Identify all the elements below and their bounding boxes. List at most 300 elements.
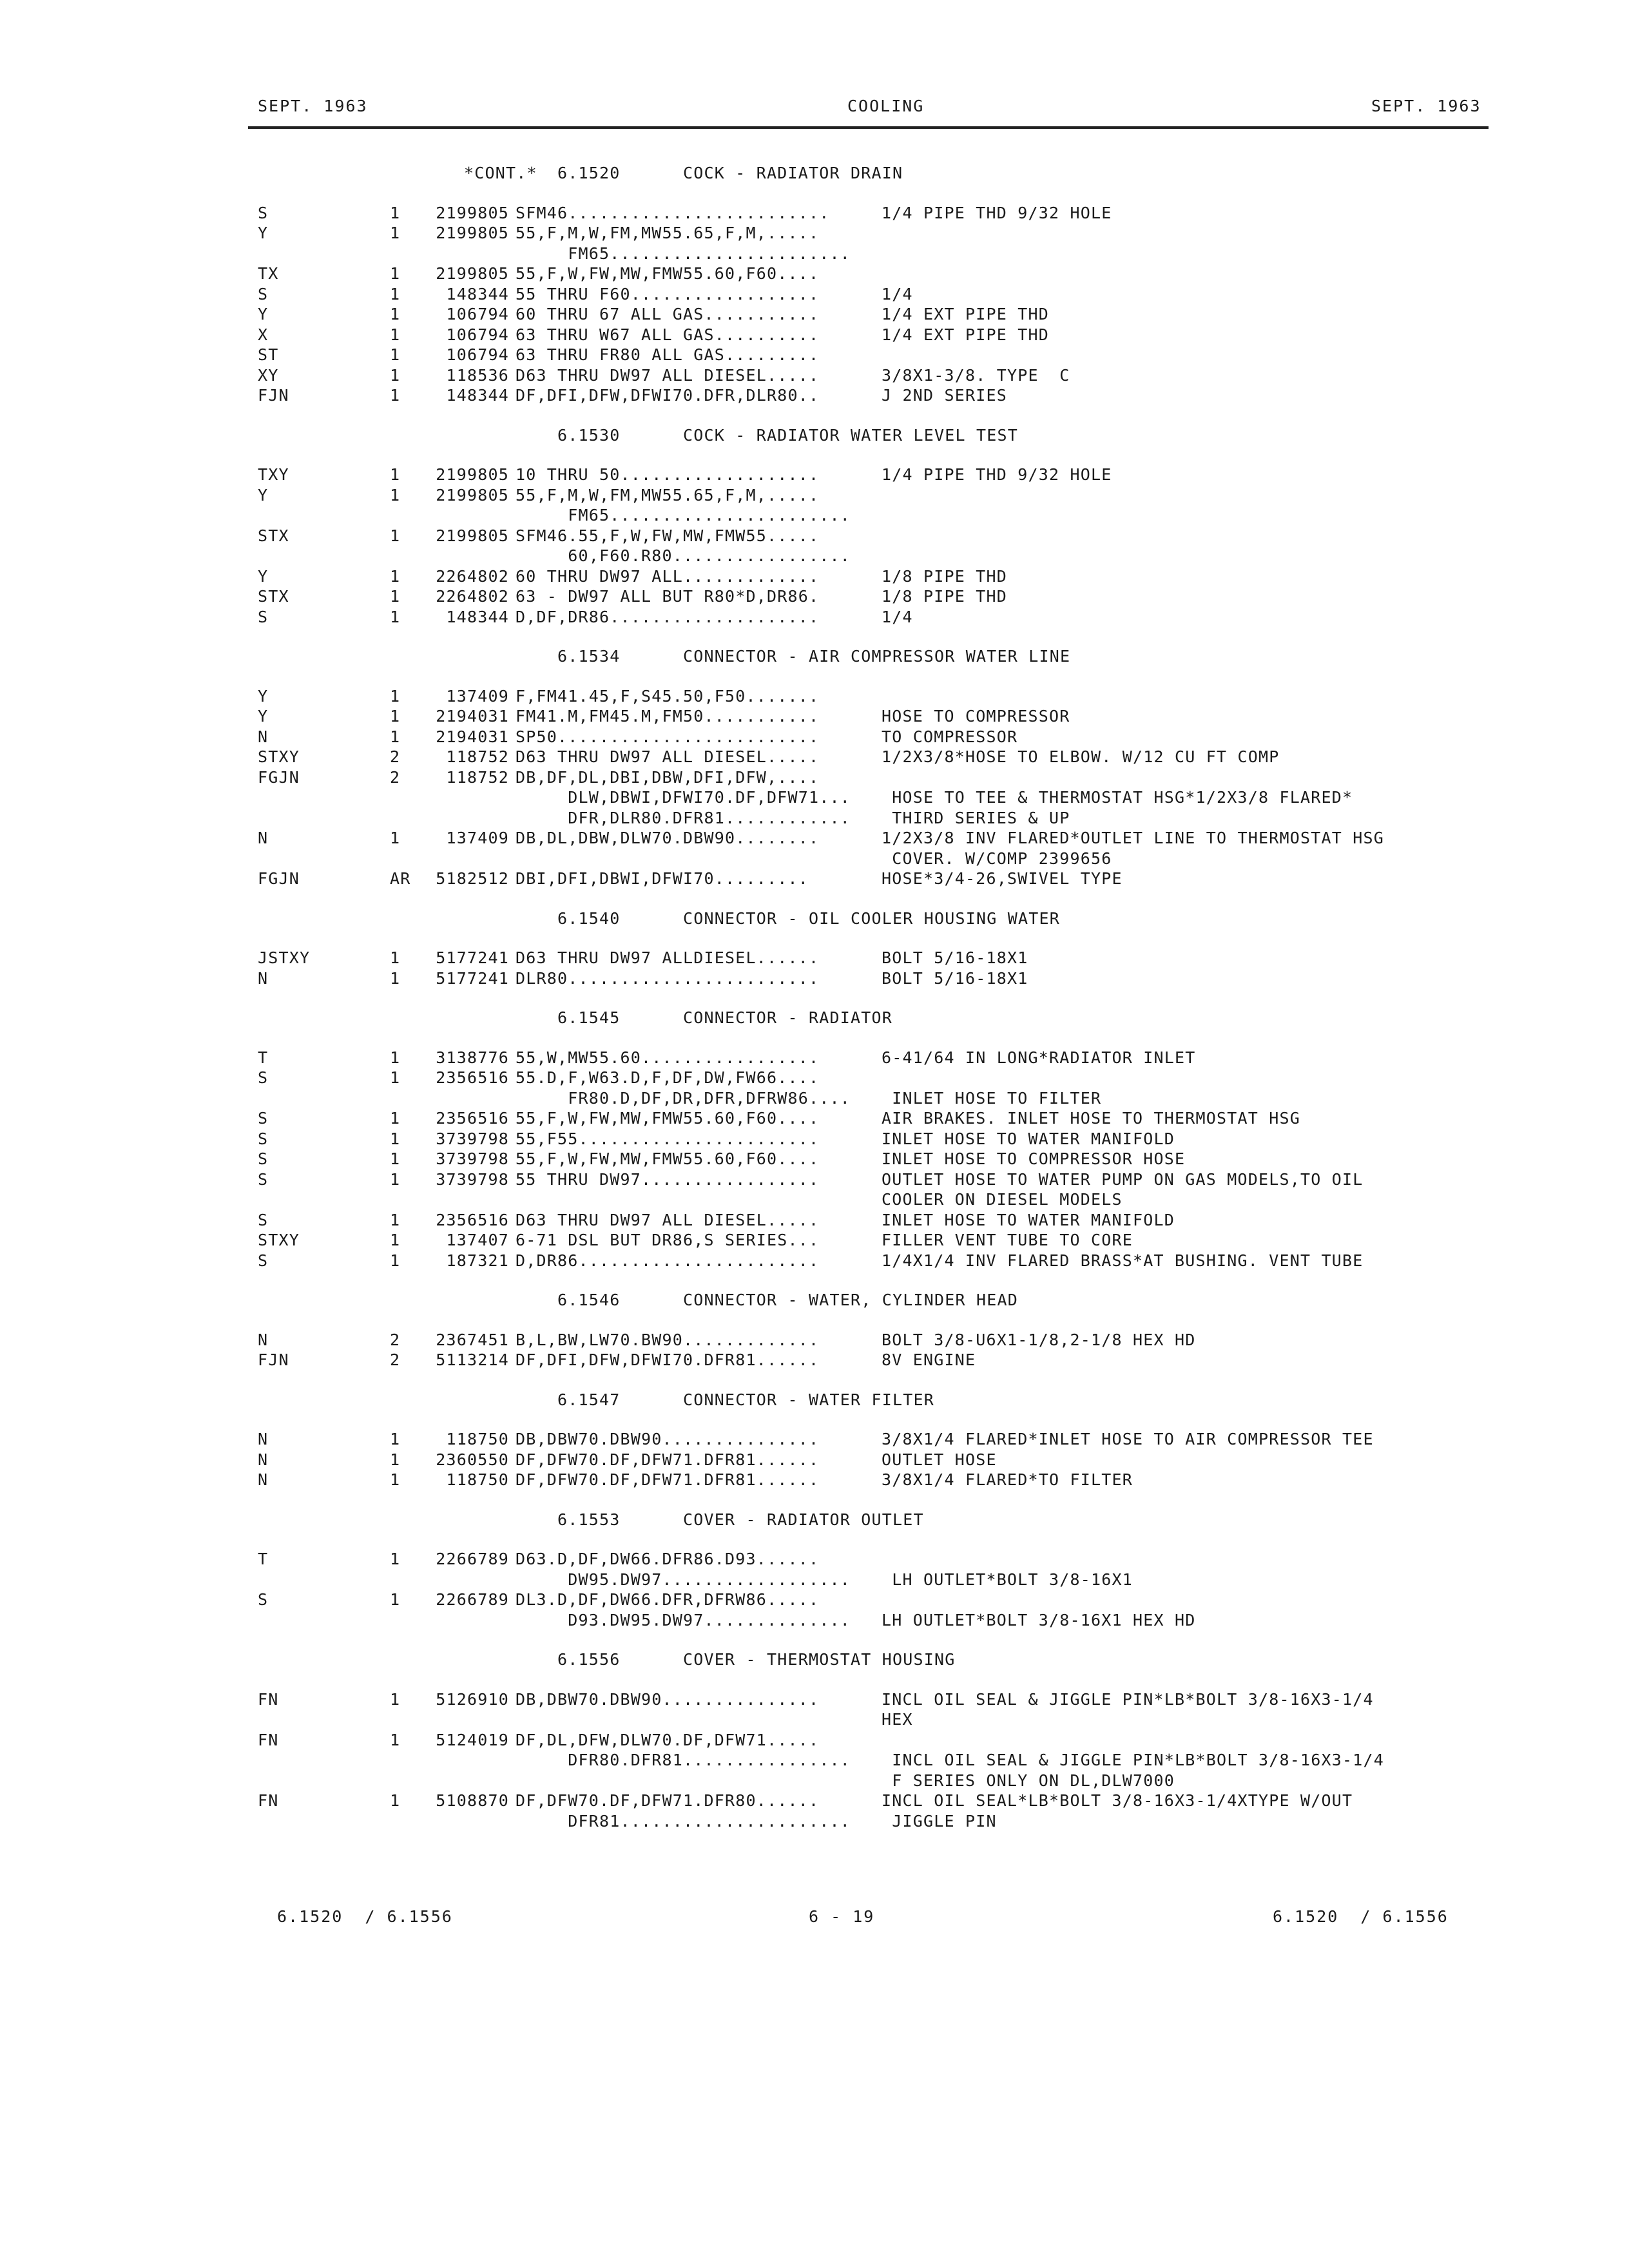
quantity: 1 (390, 968, 401, 988)
usage-description: D93.DW95.DW97.............. (516, 1610, 851, 1629)
section-heading (0, 647, 1629, 668)
model-codes: FN (258, 1730, 279, 1749)
section-title: CONNECTOR - WATER, CYLINDER HEAD (683, 1291, 1019, 1309)
section-number: 6.1545 (557, 1008, 621, 1027)
quantity: 1 (390, 829, 401, 847)
remarks: INCL OIL SEAL*LB*BOLT 3/8-16X3-1/4XTYPE W/OUT (882, 1791, 1353, 1810)
parts-row (0, 809, 1629, 829)
quantity: 1 (390, 1129, 401, 1148)
section-heading (0, 909, 1629, 930)
quantity: AR (390, 869, 411, 888)
model-codes: S (258, 203, 269, 222)
parts-row (0, 1470, 1629, 1491)
parts-row (0, 1812, 1629, 1832)
part-number: 2367451 (436, 1330, 509, 1349)
footer-page-number: 6 - 19 (809, 1907, 875, 1926)
parts-row (0, 386, 1629, 407)
part-number: 137409 (446, 686, 509, 706)
usage-description: D63 THRU DW97 ALL DIESEL..... (516, 1210, 820, 1229)
model-codes: Y (258, 686, 269, 706)
spacer (0, 628, 1629, 647)
model-codes: STX (258, 526, 289, 545)
usage-description: D,DR86....................... (516, 1251, 820, 1270)
usage-description: 55 THRU DW97................. (516, 1169, 820, 1189)
part-number: 148344 (446, 284, 509, 303)
section-title: COCK - RADIATOR WATER LEVEL TEST (683, 425, 1019, 445)
part-number: 3138776 (436, 1048, 509, 1067)
part-number: 148344 (446, 607, 509, 626)
usage-description: DF,DFI,DFW,DFWI70.DFR,DLR80.. (516, 386, 820, 405)
header-date-right: SEPT. 1963 (1371, 97, 1481, 115)
part-number: 2199805 (436, 224, 509, 242)
section-number: 6.1534 (557, 647, 621, 666)
spacer (0, 446, 1629, 465)
section-number: 6.1530 (557, 425, 621, 445)
header-date-left: SEPT. 1963 (258, 97, 368, 115)
parts-row (0, 747, 1629, 768)
model-codes: ST (258, 345, 279, 364)
part-number: 148344 (446, 386, 509, 405)
parts-row (0, 1611, 1629, 1631)
quantity: 1 (390, 1149, 401, 1168)
remarks: 1/4 (882, 284, 913, 303)
quantity: 1 (390, 1689, 401, 1709)
model-codes: N (258, 1470, 269, 1489)
part-number: 106794 (446, 345, 509, 364)
model-codes: T (258, 1048, 269, 1067)
model-codes: JSTXY (258, 948, 311, 967)
section-title: COVER - RADIATOR OUTLET (683, 1510, 924, 1529)
parts-row (0, 1751, 1629, 1771)
model-codes: N (258, 1330, 269, 1349)
remarks: INCL OIL SEAL & JIGGLE PIN*LB*BOLT 3/8-16X3-1/4 (882, 1751, 1385, 1769)
quantity: 1 (390, 1210, 401, 1229)
parts-row (0, 285, 1629, 305)
spacer (0, 1410, 1629, 1430)
usage-description: SP50......................... (516, 727, 820, 746)
usage-description: 55,F,W,FW,MW,FMW55.60,F60.... (516, 1149, 820, 1168)
part-number: 187321 (446, 1251, 509, 1270)
usage-description: DL3.D,DF,DW66.DFR,DFRW86..... (516, 1590, 820, 1609)
part-number: 118536 (446, 365, 509, 385)
remarks: INLET HOSE TO FILTER (882, 1088, 1102, 1108)
section-number: 6.1540 (557, 908, 621, 928)
quantity: 1 (390, 1470, 401, 1489)
quantity: 1 (390, 224, 401, 242)
model-codes: T (258, 1550, 269, 1568)
quantity: 1 (390, 1169, 401, 1189)
model-codes: S (258, 1590, 269, 1609)
model-codes: FGJN (258, 767, 300, 787)
parts-row (0, 465, 1629, 486)
usage-description: 55,F,W,FW,MW,FMW55.60,F60.... (516, 264, 820, 283)
remarks: HOSE*3/4-26,SWIVEL TYPE (882, 869, 1123, 888)
model-codes: STXY (258, 747, 300, 766)
quantity: 2 (390, 1350, 401, 1369)
parts-row (0, 849, 1629, 870)
spacer (0, 929, 1629, 948)
footer-range-left: 6.1520 / 6.1556 (277, 1907, 453, 1926)
usage-description: 63 THRU FR80 ALL GAS......... (516, 345, 820, 364)
spacer (0, 668, 1629, 687)
part-number: 2199805 (436, 526, 509, 545)
remarks: 1/8 PIPE THD (882, 566, 1008, 586)
part-number: 118752 (446, 747, 509, 766)
parts-row (0, 1190, 1629, 1211)
model-codes: FGJN (258, 869, 300, 888)
section-cont-marker: *CONT.* (464, 164, 537, 182)
part-number: 2199805 (436, 485, 509, 505)
parts-row (0, 587, 1629, 608)
part-number: 2199805 (436, 465, 509, 484)
remarks: BOLT 5/16-18X1 (882, 948, 1028, 967)
remarks: 3/8X1/4 FLARED*INLET HOSE TO AIR COMPRESSOR TEE (882, 1430, 1374, 1448)
remarks: HOSE TO TEE & THERMOSTAT HSG*1/2X3/8 FLARED* (882, 788, 1353, 807)
model-codes: S (258, 1068, 269, 1087)
spacer (0, 1530, 1629, 1550)
part-number: 2264802 (436, 587, 509, 606)
section-heading (0, 164, 1629, 184)
quantity: 1 (390, 284, 401, 303)
quantity: 1 (390, 325, 401, 344)
parts-row (0, 1068, 1629, 1089)
usage-description: D63 THRU DW97 ALLDIESEL...... (516, 948, 820, 967)
quantity: 1 (390, 1231, 401, 1249)
quantity: 1 (390, 1048, 401, 1067)
part-number: 137407 (446, 1231, 509, 1249)
usage-description: 63 - DW97 ALL BUT R80*D,DR86. (516, 587, 820, 606)
model-codes: N (258, 1450, 269, 1469)
spacer (0, 1311, 1629, 1331)
quantity: 1 (390, 948, 401, 967)
quantity: 1 (390, 345, 401, 364)
part-number: 3739798 (436, 1149, 509, 1168)
spacer (0, 1371, 1629, 1390)
part-number: 5126910 (436, 1689, 509, 1709)
remarks: INLET HOSE TO WATER MANIFOLD (882, 1129, 1175, 1148)
parts-row (0, 1129, 1629, 1150)
usage-description: DBI,DFI,DBWI,DFWI70......... (516, 869, 809, 888)
quantity: 1 (390, 1730, 401, 1749)
spacer (0, 1832, 1629, 1851)
quantity: 2 (390, 1330, 401, 1349)
usage-description: DLR80........................ (516, 968, 820, 988)
parts-row (0, 1350, 1629, 1371)
spacer (0, 1029, 1629, 1048)
quantity: 1 (390, 727, 401, 746)
quantity: 1 (390, 587, 401, 606)
remarks: BOLT 3/8-U6X1-1/8,2-1/8 HEX HD (882, 1330, 1196, 1349)
usage-description: 55,F,W,FW,MW,FMW55.60,F60.... (516, 1109, 820, 1128)
parts-row (0, 264, 1629, 285)
parts-row (0, 567, 1629, 588)
parts-row (0, 325, 1629, 346)
model-codes: FJN (258, 386, 289, 405)
quantity: 1 (390, 1068, 401, 1087)
parts-row (0, 1430, 1629, 1450)
part-number: 3739798 (436, 1129, 509, 1148)
part-number: 118750 (446, 1470, 509, 1489)
parts-row (0, 969, 1629, 990)
part-number: 3739798 (436, 1169, 509, 1189)
parts-row (0, 1731, 1629, 1751)
section-number: 6.1547 (557, 1390, 621, 1409)
parts-row (0, 526, 1629, 547)
remarks: 1/4 EXT PIPE THD (882, 305, 1050, 323)
model-codes: Y (258, 566, 269, 586)
spacer (0, 407, 1629, 426)
usage-description: DB,DBW70.DBW90............... (516, 1689, 820, 1709)
usage-description: 63 THRU W67 ALL GAS.......... (516, 325, 820, 344)
parts-listing (0, 164, 1629, 1851)
remarks: 1/4 (882, 607, 913, 626)
usage-description: 55,F55....................... (516, 1129, 820, 1148)
parts-row (0, 788, 1629, 809)
quantity: 1 (390, 485, 401, 505)
model-codes: S (258, 1251, 269, 1270)
remarks: OUTLET HOSE (882, 1450, 997, 1469)
model-codes: XY (258, 365, 279, 385)
part-number: 5177241 (436, 968, 509, 988)
remarks: J 2ND SERIES (882, 386, 1008, 405)
spacer (0, 184, 1629, 204)
model-codes: TX (258, 264, 279, 283)
header-rule (248, 126, 1489, 129)
part-number: 2266789 (436, 1550, 509, 1568)
usage-description: DLW,DBWI,DFWI70.DF,DFW71... (516, 788, 851, 807)
quantity: 1 (390, 1590, 401, 1609)
model-codes: S (258, 1109, 269, 1128)
parts-row (0, 869, 1629, 890)
quantity: 1 (390, 1450, 401, 1469)
section-heading (0, 1390, 1629, 1411)
remarks: 1/4 PIPE THD 9/32 HOLE (882, 465, 1112, 484)
part-number: 2194031 (436, 727, 509, 746)
section-title: CONNECTOR - RADIATOR (683, 1008, 893, 1027)
usage-description: 55,W,MW55.60................. (516, 1048, 820, 1067)
quantity: 1 (390, 707, 401, 726)
header-title: COOLING (847, 97, 925, 115)
parts-row (0, 727, 1629, 748)
parts-row (0, 546, 1629, 567)
spacer (0, 1271, 1629, 1291)
parts-row (0, 1771, 1629, 1792)
model-codes: N (258, 968, 269, 988)
section-heading (0, 1291, 1629, 1311)
parts-row (0, 1170, 1629, 1191)
quantity: 1 (390, 1251, 401, 1270)
usage-description: SFM46......................... (516, 203, 830, 222)
part-number: 118752 (446, 767, 509, 787)
section-heading (0, 1008, 1629, 1029)
parts-row (0, 768, 1629, 789)
usage-description: F,FM41.45,F,S45.50,F50....... (516, 686, 820, 706)
usage-description: DB,DBW70.DBW90............... (516, 1430, 820, 1448)
remarks: 1/2X3/8*HOSE TO ELBOW. W/12 CU FT COMP (882, 747, 1280, 766)
usage-description: DFR81...................... (516, 1811, 851, 1831)
part-number: 106794 (446, 305, 509, 323)
model-codes: N (258, 727, 269, 746)
remarks: F SERIES ONLY ON DL,DLW7000 (882, 1771, 1175, 1790)
remarks: 8V ENGINE (882, 1350, 976, 1369)
remarks: TO COMPRESSOR (882, 727, 1018, 746)
usage-description: DF,DL,DFW,DLW70.DF,DFW71..... (516, 1730, 820, 1749)
remarks: LH OUTLET*BOLT 3/8-16X1 (882, 1570, 1133, 1589)
part-number: 2266789 (436, 1590, 509, 1609)
parts-row (0, 1251, 1629, 1272)
quantity: 1 (390, 1430, 401, 1448)
usage-description: 6-71 DSL BUT DR86,S SERIES... (516, 1231, 820, 1249)
usage-description: 55.D,F,W63.D,F,DF,DW,FW66.... (516, 1068, 820, 1087)
parts-row (0, 608, 1629, 628)
parts-row (0, 1089, 1629, 1110)
parts-row (0, 1690, 1629, 1711)
parts-row (0, 204, 1629, 224)
parts-row (0, 244, 1629, 265)
section-number: 6.1553 (557, 1510, 621, 1529)
model-codes: N (258, 829, 269, 847)
model-codes: FN (258, 1689, 279, 1709)
part-number: 2360550 (436, 1450, 509, 1469)
part-number: 2199805 (436, 264, 509, 283)
usage-description: DB,DL,DBW,DLW70.DBW90........ (516, 829, 820, 847)
section-number: 6.1546 (557, 1291, 621, 1309)
model-codes: FN (258, 1791, 279, 1810)
parts-row (0, 366, 1629, 387)
part-number: 2199805 (436, 203, 509, 222)
section-heading (0, 1650, 1629, 1671)
usage-description: 60 THRU 67 ALL GAS........... (516, 305, 820, 323)
usage-description: DF,DFI,DFW,DFWI70.DFR81...... (516, 1350, 820, 1369)
spacer (0, 890, 1629, 909)
usage-description: FM41.M,FM45.M,FM50........... (516, 707, 820, 726)
model-codes: S (258, 1210, 269, 1229)
usage-description: D63 THRU DW97 ALL DIESEL..... (516, 747, 820, 766)
model-codes: S (258, 1169, 269, 1189)
quantity: 1 (390, 566, 401, 586)
usage-description: D63 THRU DW97 ALL DIESEL..... (516, 365, 820, 385)
part-number: 5113214 (436, 1350, 509, 1369)
model-codes: X (258, 325, 269, 344)
quantity: 1 (390, 1791, 401, 1810)
remarks: 1/2X3/8 INV FLARED*OUTLET LINE TO THERMOSTAT HSG (882, 829, 1385, 847)
parts-row (0, 1048, 1629, 1069)
section-title: CONNECTOR - OIL COOLER HOUSING WATER (683, 908, 1061, 928)
quantity: 2 (390, 747, 401, 766)
parts-row (0, 1791, 1629, 1812)
usage-description: 60,F60.R80................. (516, 546, 851, 565)
part-number: 5182512 (436, 869, 509, 888)
parts-row (0, 1450, 1629, 1471)
quantity: 1 (390, 1550, 401, 1568)
model-codes: Y (258, 707, 269, 726)
remarks: 1/4 PIPE THD 9/32 HOLE (882, 203, 1112, 222)
spacer (0, 1491, 1629, 1510)
parts-row (0, 1570, 1629, 1591)
usage-description: 55 THRU F60.................. (516, 284, 820, 303)
usage-description: 10 THRU 50................... (516, 465, 820, 484)
part-number: 2356516 (436, 1109, 509, 1128)
usage-description: DW95.DW97.................. (516, 1570, 851, 1589)
footer-range-right: 6.1520 / 6.1556 (1273, 1907, 1449, 1926)
remarks: INLET HOSE TO WATER MANIFOLD (882, 1210, 1175, 1229)
remarks: OUTLET HOSE TO WATER PUMP ON GAS MODELS,TO OIL (882, 1169, 1364, 1189)
model-codes: S (258, 284, 269, 303)
usage-description: DF,DFW70.DF,DFW71.DFR81...... (516, 1450, 820, 1469)
remarks: COVER. W/COMP 2399656 (882, 849, 1112, 868)
section-number: 6.1556 (557, 1650, 621, 1669)
usage-description: DFR80.DFR81................ (516, 1751, 851, 1769)
quantity: 1 (390, 526, 401, 545)
remarks: 1/8 PIPE THD (882, 587, 1008, 606)
part-number: 2194031 (436, 707, 509, 726)
part-number: 2264802 (436, 566, 509, 586)
parts-row (0, 305, 1629, 325)
parts-row (0, 224, 1629, 244)
parts-row (0, 1149, 1629, 1170)
remarks: HEX (882, 1710, 913, 1729)
usage-description: DF,DFW70.DF,DFW71.DFR81...... (516, 1470, 820, 1489)
remarks: THIRD SERIES & UP (882, 808, 1070, 827)
parts-row (0, 345, 1629, 366)
usage-description: 60 THRU DW97 ALL............. (516, 566, 820, 586)
usage-description: DB,DF,DL,DBI,DBW,DFI,DFW,.... (516, 767, 820, 787)
part-number: 118750 (446, 1430, 509, 1448)
part-number: 5124019 (436, 1730, 509, 1749)
remarks: 1/4X1/4 INV FLARED BRASS*AT BUSHING. VENT TUBE (882, 1251, 1364, 1270)
remarks: INCL OIL SEAL & JIGGLE PIN*LB*BOLT 3/8-16X3-1/4 (882, 1689, 1374, 1709)
quantity: 2 (390, 767, 401, 787)
spacer (0, 1671, 1629, 1690)
parts-row (0, 486, 1629, 506)
remarks: AIR BRAKES. INLET HOSE TO THERMOSTAT HSG (882, 1109, 1301, 1128)
parts-row (0, 1231, 1629, 1251)
parts-row (0, 1710, 1629, 1731)
spacer (0, 1631, 1629, 1650)
quantity: 1 (390, 607, 401, 626)
usage-description: D63.D,DF,DW66.DFR86.D93...... (516, 1550, 820, 1568)
remarks: HOSE TO COMPRESSOR (882, 707, 1070, 726)
model-codes: Y (258, 224, 269, 242)
part-number: 106794 (446, 325, 509, 344)
remarks: BOLT 5/16-18X1 (882, 968, 1028, 988)
parts-row (0, 707, 1629, 727)
quantity: 1 (390, 386, 401, 405)
quantity: 1 (390, 203, 401, 222)
section-heading (0, 426, 1629, 447)
model-codes: S (258, 1129, 269, 1148)
usage-description: SFM46.55,F,W,FW,MW,FMW55..... (516, 526, 820, 545)
remarks: COOLER ON DIESEL MODELS (882, 1190, 1123, 1209)
quantity: 1 (390, 365, 401, 385)
usage-description: DFR,DLR80.DFR81............ (516, 808, 851, 827)
section-title: COVER - THERMOSTAT HOUSING (683, 1650, 956, 1669)
usage-description: 55,F,M,W,FM,MW55.65,F,M,..... (516, 224, 820, 242)
remarks: 3/8X1/4 FLARED*TO FILTER (882, 1470, 1133, 1489)
remarks: 6-41/64 IN LONG*RADIATOR INLET (882, 1048, 1196, 1067)
usage-description: 55,F,M,W,FM,MW55.65,F,M,..... (516, 485, 820, 505)
section-title: CONNECTOR - WATER FILTER (683, 1390, 935, 1409)
parts-row (0, 1590, 1629, 1611)
usage-description: FR80.D,DF,DR,DFR,DFRW86.... (516, 1088, 851, 1108)
section-number: 6.1520 (557, 164, 621, 182)
usage-description: FM65....................... (516, 244, 851, 263)
model-codes: Y (258, 485, 269, 505)
remarks: LH OUTLET*BOLT 3/8-16X1 HEX HD (882, 1610, 1196, 1629)
parts-row (0, 506, 1629, 526)
remarks: 1/4 EXT PIPE THD (882, 325, 1050, 344)
remarks: 3/8X1-3/8. TYPE C (882, 365, 1070, 385)
